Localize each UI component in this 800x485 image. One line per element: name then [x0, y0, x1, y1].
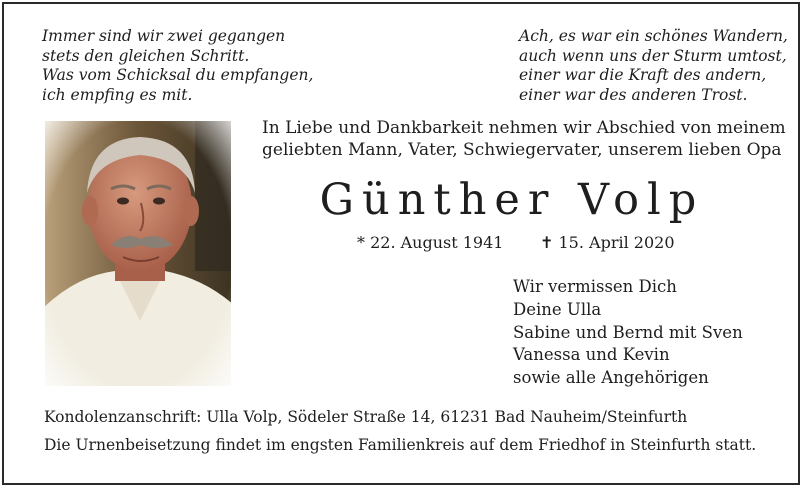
- birth-date: * 22. August 1941: [357, 233, 504, 252]
- burial-note: Die Urnenbeisetzung findet im engsten Familienkreis auf dem Friedhof in Steinfurth statt.: [44, 436, 757, 454]
- poem-left: [42, 27, 313, 105]
- intro-line: In Liebe und Dankbarkeit nehmen wir Abschied von meinem: [262, 118, 786, 138]
- mourners-list: [513, 276, 743, 390]
- poem-left-line: stets den gleichen Schritt.: [42, 46, 250, 65]
- poem-left-line: ich empfing es mit.: [42, 85, 193, 104]
- deceased-name: Günther Volp: [319, 175, 705, 225]
- intro-line: geliebten Mann, Vater, Schwiegervater, unserem lieben Opa: [262, 140, 782, 160]
- mourner-line: sowie alle Angehörigen: [513, 368, 709, 388]
- mourner-line: Sabine und Bernd mit Sven: [513, 322, 743, 342]
- mourner-line: Vanessa und Kevin: [513, 345, 670, 365]
- poem-right-line: auch wenn uns der Sturm umtost,: [519, 46, 787, 65]
- intro-text: [262, 117, 786, 161]
- death-date: ✝ 15. April 2020: [540, 233, 675, 252]
- mourner-line: Wir vermissen Dich: [513, 277, 677, 296]
- poem-right-line: einer war die Kraft des andern,: [519, 66, 767, 84]
- portrait-photo: [45, 121, 231, 386]
- poem-right: [519, 27, 788, 105]
- poem-left-line: Was vom Schicksal du empfangen,: [42, 66, 314, 84]
- poem-left-line: Immer sind wir zwei gegangen: [42, 27, 286, 45]
- poem-right-line: einer war des anderen Trost.: [519, 85, 748, 104]
- condolence-address: Kondolenzanschrift: Ulla Volp, Södeler Straße 14, 61231 Bad Nauheim/Steinfurth: [44, 408, 688, 426]
- mourner-line: Deine Ulla: [513, 299, 602, 319]
- poem-right-line: Ach, es war ein schönes Wandern,: [519, 27, 788, 45]
